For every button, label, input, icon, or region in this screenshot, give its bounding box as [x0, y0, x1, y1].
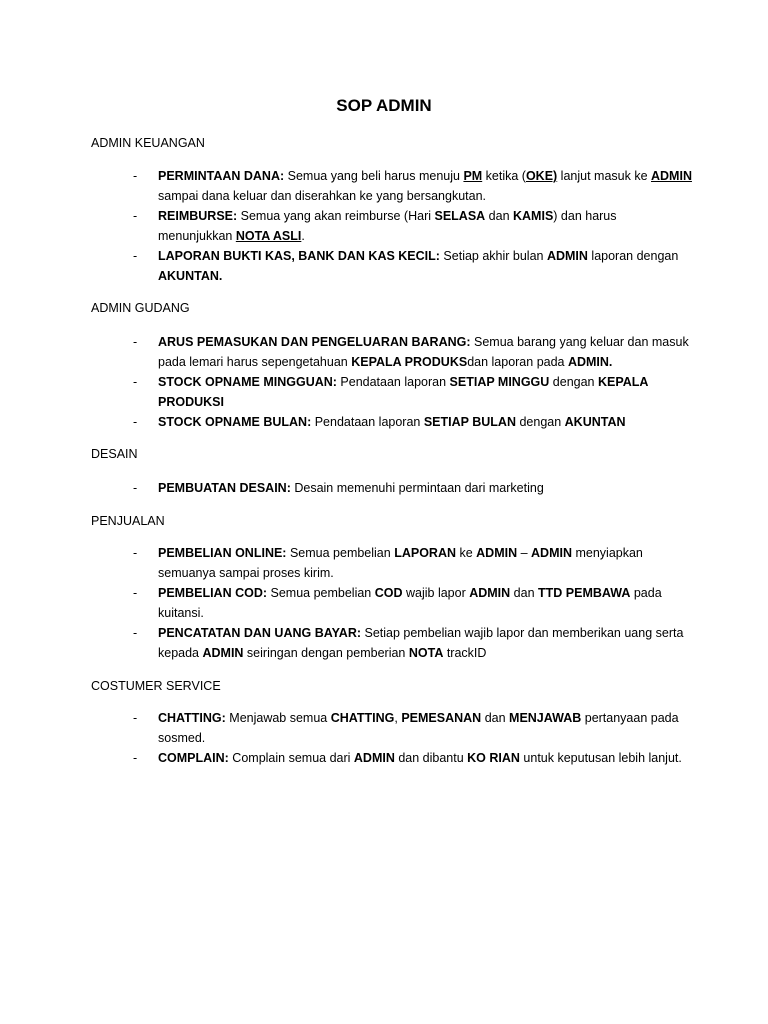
bold-text: AKUNTAN [564, 415, 626, 429]
bold-text: SETIAP MINGGU [449, 375, 550, 389]
bold-text: PEMESANAN [401, 711, 482, 725]
bold-text: COMPLAIN: [158, 751, 229, 765]
bold-text: CHATTING [330, 711, 395, 725]
text: ketika ( [482, 169, 526, 183]
text: lanjut masuk ke [557, 169, 651, 183]
bold-text: NOTA [408, 646, 444, 660]
list-item-text [158, 583, 693, 623]
text: Pendataan laporan [336, 375, 450, 389]
bold-text: LAPORAN [394, 546, 456, 560]
text: Semua barang yang keluar dan masuk pada lemari harus sepengetahuan [158, 335, 689, 369]
section-heading-admin-gudang: ADMIN GUDANG [91, 301, 190, 315]
bold-text: TTD PEMBAWA [538, 586, 631, 600]
bold-text: PERMINTAAN DANA: [158, 169, 285, 183]
bullet-dash: - [133, 626, 138, 640]
bold-text: PM [463, 169, 483, 183]
bold-text: KEPALA PRODUKSI [158, 375, 648, 409]
list-item [133, 623, 693, 663]
text: ke [456, 546, 477, 560]
text: dengan [549, 375, 598, 389]
text: menyiapkan semuanya sampai proses kirim. [158, 546, 643, 580]
bold-text: PENCATATAN DAN UANG BAYAR: [158, 626, 362, 640]
list-item [133, 166, 693, 206]
text: , [394, 711, 402, 725]
text: Semua pembelian [267, 586, 375, 600]
list-item [133, 332, 693, 372]
text: – [517, 546, 532, 560]
bold-text: PEMBELIAN ONLINE: [158, 546, 287, 560]
bullet-dash: - [133, 249, 138, 263]
text: Menjawab semua [225, 711, 331, 725]
list-item-text [158, 412, 693, 432]
text: Pendataan laporan [311, 415, 424, 429]
bullet-dash: - [133, 546, 138, 560]
bold-text: SELASA [434, 209, 486, 223]
section-heading-desain: DESAIN [91, 447, 138, 461]
bold-text: ADMIN [546, 249, 588, 263]
text: Setiap pembelian wajib lapor dan memberikan uang serta kepada [158, 626, 684, 660]
list-item-text [158, 543, 693, 583]
list-item [133, 583, 693, 623]
list-item-text [158, 623, 693, 663]
list-item [133, 478, 693, 498]
text: Semua yang akan reimburse (Hari [237, 209, 435, 223]
bold-text: REIMBURSE: [158, 209, 238, 223]
bold-text: ADMIN [531, 546, 572, 560]
text: . [301, 229, 305, 243]
text: ) dan harus menunjukkan [158, 209, 617, 243]
bullet-dash: - [133, 335, 138, 349]
bullet-dash: - [133, 481, 138, 495]
bullet-dash: - [133, 415, 138, 429]
list-item-text [158, 206, 693, 246]
list-item [133, 748, 693, 768]
bold-text: PEMBUATAN DESAIN: [158, 481, 291, 495]
list-item [133, 412, 693, 432]
bold-text: PEMBELIAN COD: [158, 586, 268, 600]
bullet-dash: - [133, 586, 138, 600]
bold-text: CHATTING: [158, 711, 226, 725]
section-heading-costumer-service: COSTUMER SERVICE [91, 679, 221, 693]
bullet-dash: - [133, 751, 138, 765]
text: pada kuitansi. [158, 586, 662, 620]
text: dan [510, 586, 538, 600]
bullet-dash: - [133, 169, 138, 183]
list-item [133, 246, 693, 286]
bullet-dash: - [133, 375, 138, 389]
list-item [133, 206, 693, 246]
bold-text: NOTA ASLI [235, 229, 302, 243]
section-heading-penjualan: PENJUALAN [91, 514, 165, 528]
bold-text: KEPALA PRODUKS [351, 355, 468, 369]
text: Desain memenuhi permintaan dari marketing [290, 481, 544, 495]
bold-text: ADMIN [476, 546, 518, 560]
bold-text: KAMIS [513, 209, 554, 223]
text: dan dibantu [394, 751, 468, 765]
list-item-text [158, 708, 693, 748]
bold-text: ADMIN [651, 169, 692, 183]
bold-text: STOCK OPNAME MINGGUAN: [158, 375, 337, 389]
text: wajib lapor [402, 586, 470, 600]
list-item-text [158, 478, 693, 498]
text: dan laporan pada [467, 355, 568, 369]
list-item-text [158, 332, 693, 372]
bold-text: ADMIN. [567, 355, 613, 369]
list-item-text [158, 748, 693, 768]
text: dan [485, 209, 513, 223]
bold-text: LAPORAN BUKTI KAS, BANK DAN KAS KECIL: [158, 249, 440, 263]
bold-text: MENJAWAB [509, 711, 582, 725]
list-item [133, 372, 693, 412]
list-item [133, 543, 693, 583]
bold-text: STOCK OPNAME BULAN: [158, 415, 312, 429]
text: dengan [515, 415, 565, 429]
bold-text: OKE) [525, 169, 558, 183]
bold-text: ADMIN [353, 751, 395, 765]
bold-text: ADMIN [469, 586, 511, 600]
section-heading-admin-keuangan: ADMIN KEUANGAN [91, 136, 205, 150]
text: Complain semua dari [228, 751, 354, 765]
text: sampai dana keluar dan diserahkan ke yang bersangkutan. [158, 189, 486, 203]
list-item-text [158, 246, 693, 286]
page-title: SOP ADMIN [336, 96, 432, 115]
bold-text: SETIAP BULAN [423, 415, 516, 429]
text: Setiap akhir bulan [439, 249, 547, 263]
text: laporan dengan [587, 249, 679, 263]
bold-text: ARUS PEMASUKAN DAN PENGELUARAN BARANG: [158, 335, 471, 349]
bold-text: COD [374, 586, 403, 600]
bold-text: KO RIAN [467, 751, 520, 765]
list-item-text [158, 166, 693, 206]
text: Semua pembelian [286, 546, 395, 560]
bullet-dash: - [133, 711, 138, 725]
text: seiringan dengan pemberian [243, 646, 409, 660]
list-item [133, 708, 693, 748]
text: dan [481, 711, 510, 725]
text: trackID [443, 646, 487, 660]
text: pertanyaan pada sosmed. [158, 711, 679, 745]
bold-text: AKUNTAN. [158, 269, 223, 283]
bullet-dash: - [133, 209, 138, 223]
bold-text: ADMIN [202, 646, 244, 660]
list-item-text [158, 372, 693, 412]
text: untuk keputusan lebih lanjut. [519, 751, 682, 765]
text: Semua yang beli harus menuju [284, 169, 464, 183]
